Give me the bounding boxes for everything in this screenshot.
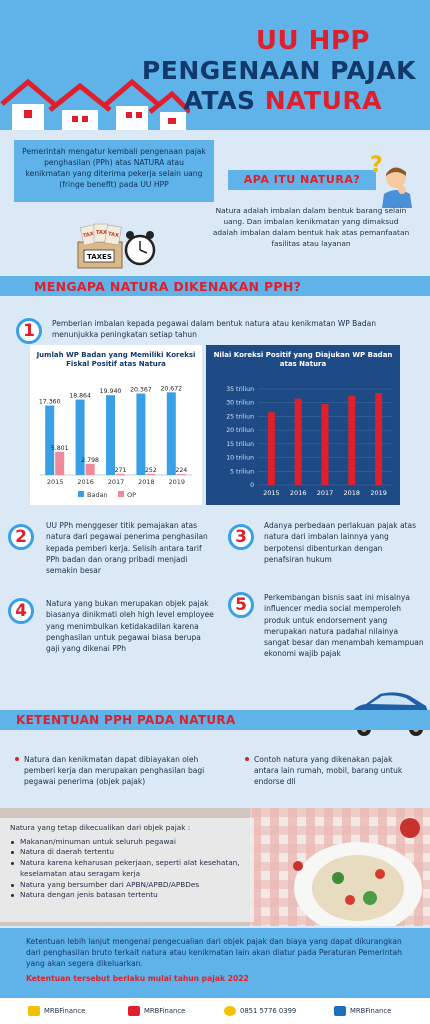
chart2-xtick-label: 2018	[343, 489, 361, 497]
chart2-ytick-label: 15 triliun	[226, 440, 254, 448]
chart1-legend-swatch	[118, 491, 124, 497]
chart1-data-label: 252	[144, 466, 157, 474]
chart2-bar	[295, 399, 302, 485]
chart2-ytick-label: 25 triliun	[226, 413, 254, 421]
exceptions-heading: Natura yang tetap dikecualikan dari objek pajak :	[10, 823, 191, 832]
chart2-ytick-label: 0	[250, 482, 254, 489]
natura-definition: Natura adalah imbalan dalam bentuk barang selain uang. Dan imbalan kenikmatan yang dimaksud adalah imbalan dalam bentuk hak atas pemanfaatan fasilitas atau layanan	[212, 206, 410, 248]
chart1-data-label: 17.360	[38, 398, 61, 406]
chart1-bar-op	[55, 452, 64, 475]
title-atas: ATAS	[183, 86, 256, 115]
chart1-title: Jumlah WP Badan yang Memiliki Koreksi Fiskal Positif atas Natura	[36, 351, 196, 368]
exception-item: Natura dengan jenis batasan tertentu	[10, 890, 244, 901]
final-note-text: Ketentuan lebih lanjut mengenai pengecualian dari objek pajak dan biaya yang dapat dikurangkan dari penghasilan bruto terkait natura atau kenikmatan lain akan diatur pada Peraturan Pemerintah yang akan segera dikeluarkan.	[26, 937, 402, 969]
final-note	[0, 928, 430, 998]
intro-text: Pemerintah mengatur kembali pengenaan pajak penghasilan (PPh) atas NATURA atau kenikmatan yang diterima pekerja selain uang (fringe benefit) pada UU HPP	[14, 140, 214, 202]
reason-number-4: 4	[8, 598, 34, 624]
footer-youtube[interactable]	[128, 1005, 185, 1017]
chart2-bar	[268, 412, 275, 485]
footer-instagram[interactable]	[28, 1005, 85, 1017]
chart1-bar-op	[116, 474, 125, 475]
mengapa-heading: MENGAPA NATURA DIKENAKAN PPH?	[34, 279, 302, 294]
exception-item: Natura di daerah tertentu	[10, 847, 244, 858]
exception-item: Natura yang bersumber dari APBN/APBD/APBDes	[10, 880, 244, 891]
footer-bar	[0, 998, 430, 1024]
chart-nilai-koreksi	[206, 345, 400, 505]
chart2-bar	[348, 396, 355, 485]
ketentuan-bullet-2	[254, 754, 414, 788]
apa-itu-natura-heading: APA ITU NATURA?	[228, 170, 376, 190]
chart1-tick-label: 2015	[46, 478, 64, 486]
chart2-ytick-label: 10 triliun	[226, 454, 254, 462]
footer-whatsapp-text: 0851 5776 0399	[240, 1007, 297, 1015]
title-natura: NATURA	[264, 86, 382, 115]
chart2-xtick-label: 2019	[370, 489, 387, 497]
chart1-data-label: 5.801	[50, 444, 69, 452]
chart2-plot	[206, 345, 400, 505]
chart2-ytick-label: 5 triliun	[230, 468, 254, 476]
reason-text-2: UU PPh menggeser titik pemajakan atas natura dari pegawai penerima penghasilan kepada pemberi kerja. Selisih antara tarif PPh badan dan orang pribadi menjadi semakin besar	[46, 521, 208, 576]
exception-item: Natura karena keharusan pekerjaan, seperti alat kesehatan, keselamatan atau seragam kerja	[10, 858, 244, 879]
chart1-tick-label: 2019	[168, 478, 186, 486]
header-banner	[0, 0, 430, 130]
reason-text-3: Adanya perbedaan perlakuan pajak atas natura dari imbalan lainnya yang berpotensi dibenturkan dengan penafsiran hukum	[264, 521, 416, 564]
ketentuan-bullet-1-text: Natura dan kenikmatan dapat dibiayakan oleh pemberi kerja dan merupakan penghasilan bagi pegawai penerima (objek pajak)	[24, 755, 205, 787]
ketentuan-bullet-1	[24, 754, 224, 788]
chart2-xtick-label: 2017	[316, 489, 334, 497]
reason-text-4: Natura yang bukan merupakan objek pajak biasanya dinikmati oleh high level employee yang menimbulkan ketidakadilan karena penghasilan untuk pegawai biasa berupa gaji yang dikenai PPh	[46, 599, 214, 654]
reason-number-3: 3	[228, 524, 254, 550]
tax-tag-2: TAX	[96, 230, 107, 236]
instagram-icon	[28, 1006, 40, 1016]
chart2-ytick-label: 20 triliun	[226, 427, 254, 435]
chart1-tick-label: 2016	[77, 478, 94, 486]
title-line-3	[184, 86, 382, 115]
title-line-2: PENGENAAN PAJAK	[141, 56, 416, 85]
exceptions-box	[0, 818, 254, 922]
whatsapp-icon	[224, 1006, 236, 1016]
footer-instagram-text: MRBFinance	[44, 1007, 86, 1015]
exceptions-list	[10, 837, 244, 901]
chart-jumlah-wp	[30, 345, 202, 505]
chart1-bar-op	[177, 474, 186, 475]
question-person-icon	[366, 150, 416, 208]
title-line-1: UU HPP	[255, 26, 370, 56]
taxes-clock-illustration	[72, 222, 158, 272]
reason-text-5: Perkembangan bisnis saat ini misalnya influencer media social memperoleh produk untuk endorsement yang merupakan natura padahal nilainya sangat besar dan menambah kemampuan ekonomi wajib pajak	[264, 593, 424, 659]
ketentuan-bullet-2-text: Contoh natura yang dikenakan pajak antara lain rumah, mobil, barang untuk endorse dll	[254, 755, 403, 787]
chart1-bar-op	[86, 464, 95, 475]
chart1-data-label: 271	[114, 466, 127, 474]
chart2-bar	[375, 393, 382, 485]
reason-number-5: 5	[228, 592, 254, 618]
chart1-bar-op	[146, 474, 155, 475]
footer-linkedin[interactable]	[334, 1005, 391, 1017]
chart1-bar-badan	[167, 392, 176, 475]
chart1-data-label: 18.864	[69, 392, 91, 400]
chart1-data-label: 224	[175, 467, 188, 475]
chart1-bar-badan	[45, 406, 54, 475]
footer-linkedin-text: MRBFinance	[350, 1007, 392, 1015]
tax-tag-3: TAX	[107, 231, 120, 239]
svg-text:?: ?	[370, 153, 383, 178]
chart1-tick-label: 2017	[107, 478, 125, 486]
chart1-bar-badan	[106, 395, 115, 475]
chart2-xtick-label: 2015	[263, 489, 280, 497]
chart1-data-label: 2.798	[81, 456, 99, 464]
chart1-legend-label: Badan	[87, 491, 108, 499]
chart1-tick-label: 2018	[138, 478, 155, 486]
tax-tag-1: TAX	[82, 231, 95, 240]
chart1-bar-badan	[136, 394, 145, 475]
reason-text-1: Pemberian imbalan kepada pegawai dalam bentuk natura atau kenikmatan WP Badan menunjukka peningkatan setiap tahun	[52, 319, 377, 340]
chart1-data-label: 20.672	[160, 385, 183, 393]
chart1-data-label: 19.940	[99, 388, 122, 396]
chart2-ytick-label: 30 triliun	[226, 399, 254, 407]
reason-number-2: 2	[8, 524, 34, 550]
footer-whatsapp[interactable]	[224, 1005, 296, 1017]
chart2-bar	[322, 404, 329, 485]
linkedin-icon	[334, 1006, 346, 1016]
chart1-legend-swatch	[78, 491, 84, 497]
taxes-label: TAXES	[87, 253, 112, 261]
chart1-plot	[30, 345, 202, 505]
final-note-highlight: Ketentuan tersebut berlaku mulai tahun pajak 2022	[26, 973, 249, 983]
chart1-data-label: 20.367	[130, 386, 152, 394]
reason-number-1: 1	[16, 318, 42, 344]
ketentuan-heading: KETENTUAN PPH PADA NATURA	[16, 713, 236, 727]
chart2-xtick-label: 2016	[289, 489, 307, 497]
chart2-ytick-label: 35 triliun	[226, 386, 254, 393]
chart1-legend-label: OP	[127, 491, 137, 499]
chart2-title: Nilai Koreksi Positif yang Diajukan WP Badan atas Natura	[213, 351, 393, 368]
youtube-icon	[128, 1006, 140, 1016]
footer-youtube-text: MRBFinance	[144, 1007, 186, 1015]
exception-item: Makanan/minuman untuk seluruh pegawai	[10, 837, 244, 848]
